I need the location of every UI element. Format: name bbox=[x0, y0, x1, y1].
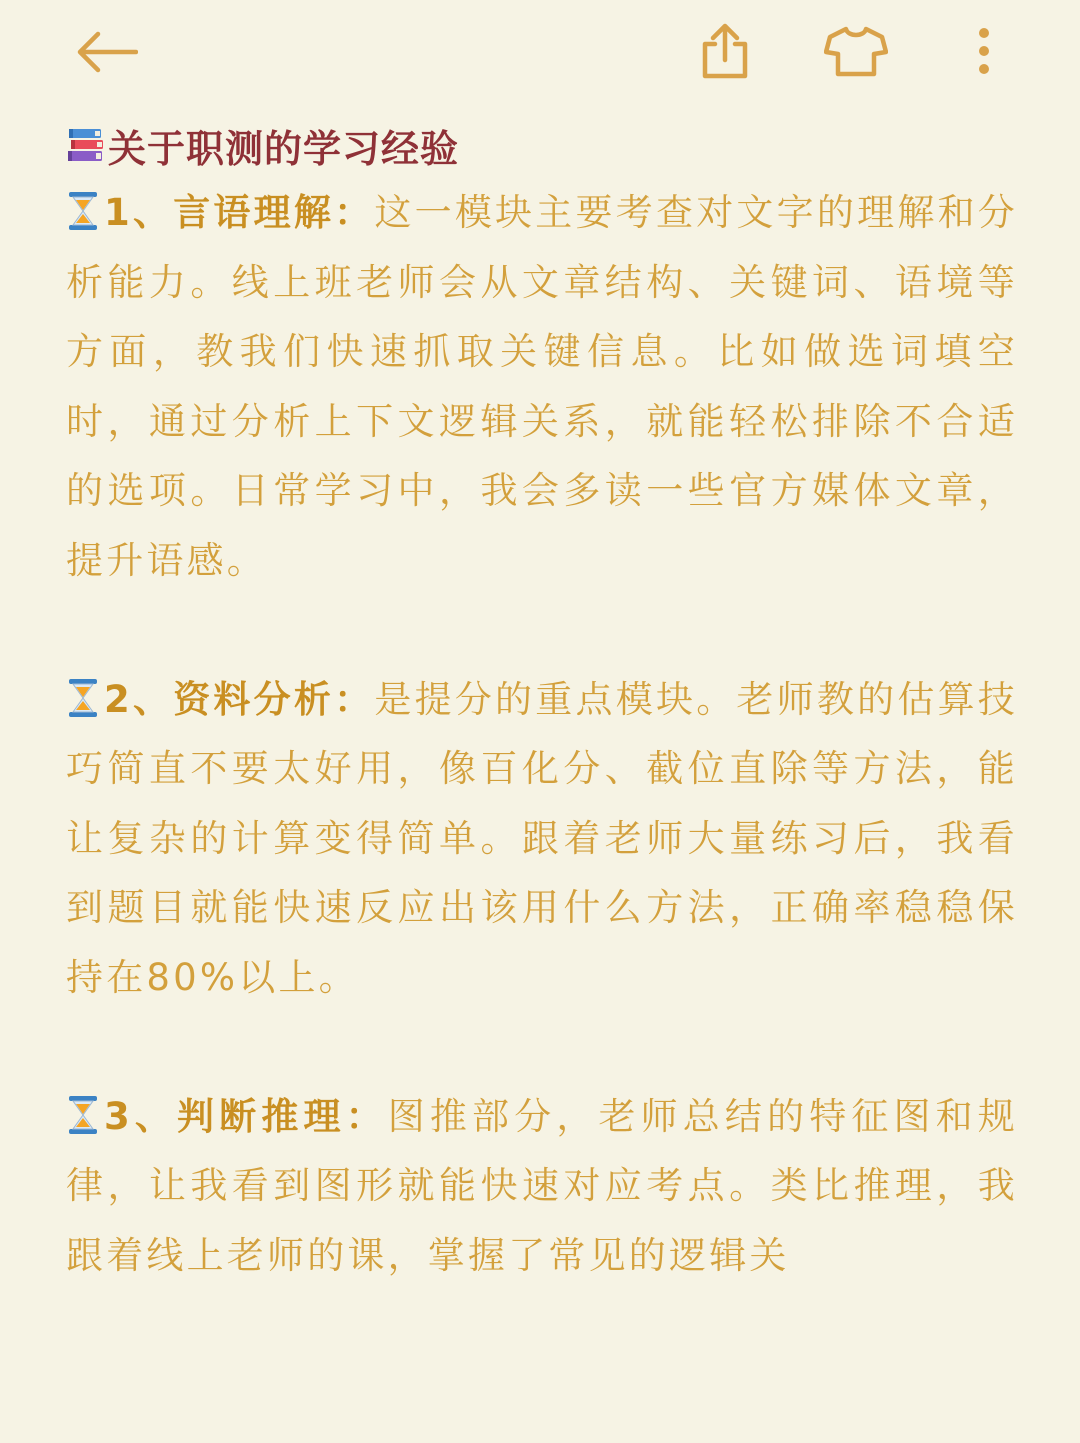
section-2-body: 是提分的重点模块。老师教的估算技巧简直不要太好用，像百化分、截位直除等方法，能让复杂的计算变得简单。跟着老师大量练习后，我看到题目就能快速反应出该用什么方法，正确率稳稳保持在80%以上。 bbox=[66, 677, 1018, 999]
section-1-heading: 1、言语理解： bbox=[104, 191, 375, 234]
section-3 bbox=[66, 1082, 1018, 1291]
note-content bbox=[66, 112, 1018, 1290]
arrow-left-icon bbox=[74, 30, 138, 74]
hourglass-emoji-icon bbox=[66, 1095, 100, 1135]
section-3-body: 图推部分，老师总结的特征图和规律，让我看到图形就能快速对应考点。类比推理，我跟着线上老师的课，掌握了常见的逻辑关 bbox=[66, 1094, 1018, 1277]
more-button[interactable] bbox=[960, 18, 1008, 84]
section-1-body: 这一模块主要考查对文字的理解和分析能力。线上班老师会从文章结构、关键词、语境等方面，教我们快速抓取关键信息。比如做选词填空时，通过分析上下文逻辑关系，就能轻松排除不合适的选项。日常学习中，我会多读一些官方媒体文章，提升语感。 bbox=[66, 191, 1018, 582]
back-button[interactable] bbox=[68, 22, 144, 82]
note-title bbox=[66, 112, 1018, 178]
shirt-button[interactable] bbox=[818, 18, 894, 84]
more-vertical-icon bbox=[976, 25, 992, 77]
share-button[interactable] bbox=[690, 18, 760, 84]
tshirt-icon bbox=[824, 24, 888, 78]
section-2-heading: 2、资料分析： bbox=[104, 677, 375, 721]
hourglass-emoji-icon bbox=[66, 191, 100, 231]
section-2 bbox=[66, 665, 1018, 1013]
section-3-heading: 3、判断推理： bbox=[104, 1094, 388, 1138]
top-toolbar bbox=[0, 0, 1080, 105]
share-icon bbox=[699, 22, 751, 80]
books-emoji-icon bbox=[66, 125, 106, 165]
section-1 bbox=[66, 178, 1018, 595]
note-title-text: 关于职测的学习经验 bbox=[108, 126, 460, 171]
hourglass-emoji-icon bbox=[66, 678, 100, 718]
